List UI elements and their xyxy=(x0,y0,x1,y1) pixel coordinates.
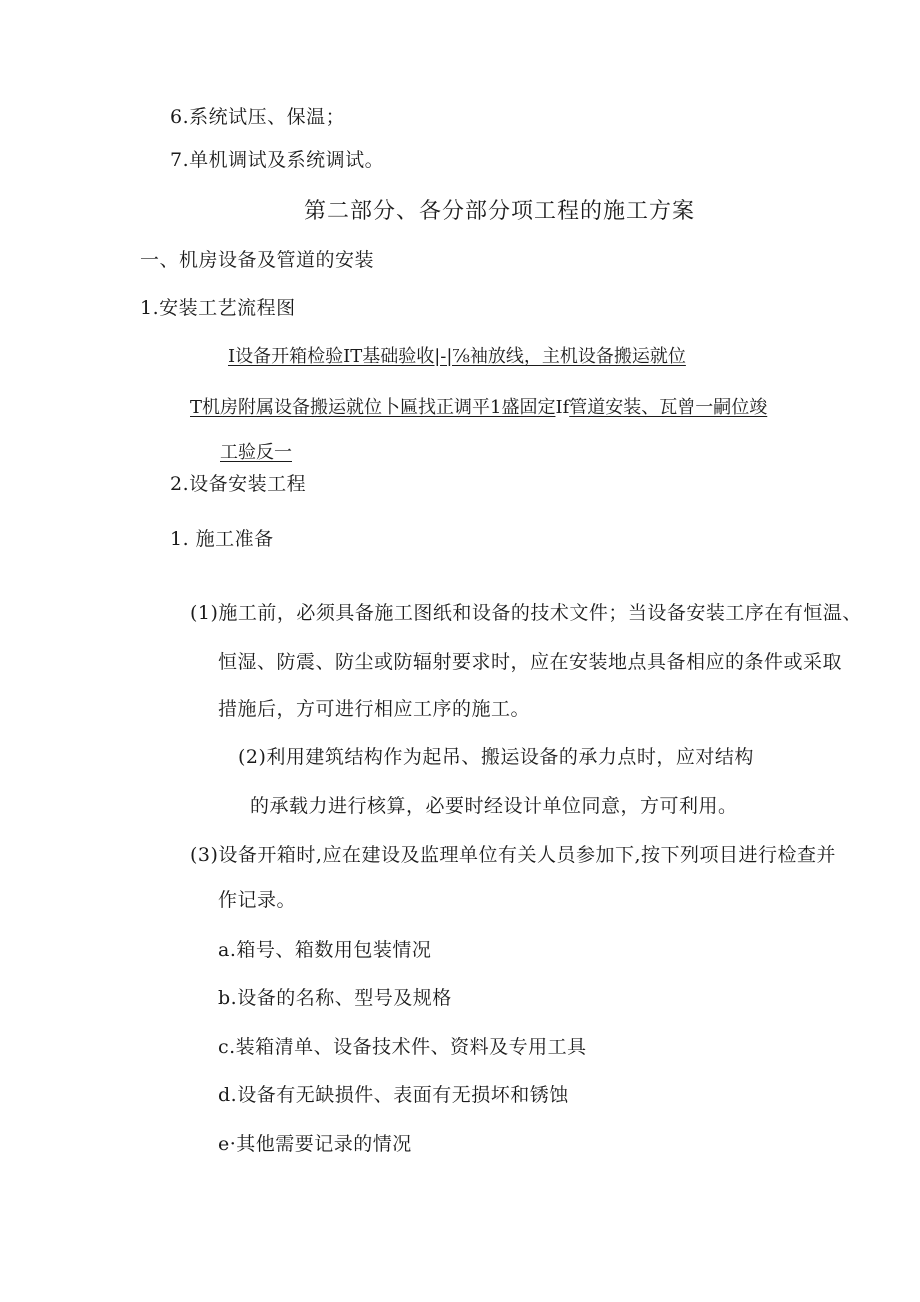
checklist-item-a: a.箱号、箱数用包装情况 xyxy=(218,939,432,961)
paragraph-1-line-1: (1)施工前，必须具备施工图纸和设备的技术文件；当设备安装工序在有恒温、 xyxy=(190,602,862,624)
flowchart-line-1 xyxy=(228,345,686,369)
paragraph-2-line-2: 的承载力进行核算，必要时经设计单位同意，方可利用。 xyxy=(250,795,738,817)
paragraph-2-line-1: (2)利用建筑结构作为起吊、搬运设备的承力点时，应对结构 xyxy=(238,746,754,768)
flowchart-line-2 xyxy=(190,396,767,420)
paragraph-3-line-1: (3)设备开箱时,应在建设及监理单位有关人员参加下,按下列项目进行检查并 xyxy=(190,844,836,866)
list-item-6: 6.系统试压、保温； xyxy=(170,106,346,128)
checklist-item-c: c.装箱清单、设备技术件、资料及专用工具 xyxy=(218,1036,587,1058)
paragraph-1-line-3: 措施后，方可进行相应工序的施工。 xyxy=(218,698,531,720)
flowchart-text-2a: T机房附属设备搬运就位卜匾找正调平1盛固定 xyxy=(190,397,556,418)
flowchart-text-2c: 管道安装、瓦曾一嗣位竣 xyxy=(569,397,768,418)
paragraph-3-line-2: 作记录。 xyxy=(218,889,297,911)
section-heading: 一、机房设备及管道的安装 xyxy=(140,249,375,271)
subsection-equipment: 2.设备安装工程 xyxy=(170,473,307,495)
subsection-flowchart: 1.安装工艺流程图 xyxy=(140,297,296,319)
flowchart-text-3: 工验反一 xyxy=(220,442,292,463)
flowchart-line-3 xyxy=(220,441,292,465)
flowchart-text-2b: If xyxy=(555,397,570,418)
checklist-item-d: d.设备有无缺损件、表面有无损坏和锈蚀 xyxy=(218,1084,569,1106)
part-title: 第二部分、各分部分项工程的施工方案 xyxy=(304,199,696,224)
checklist-item-e: e·其他需要记录的情况 xyxy=(218,1133,412,1155)
checklist-item-b: b.设备的名称、型号及规格 xyxy=(218,987,452,1009)
prep-title: 1. 施工准备 xyxy=(170,528,274,550)
flowchart-text-1: I设备开箱检验IT基础验收|-|⅞袖放线，主机设备搬运就位 xyxy=(228,346,686,367)
list-item-7: 7.单机调试及系统调试。 xyxy=(170,149,385,171)
paragraph-1-line-2: 恒湿、防震、防尘或防辐射要求时，应在安装地点具备相应的条件或采取 xyxy=(218,651,843,673)
